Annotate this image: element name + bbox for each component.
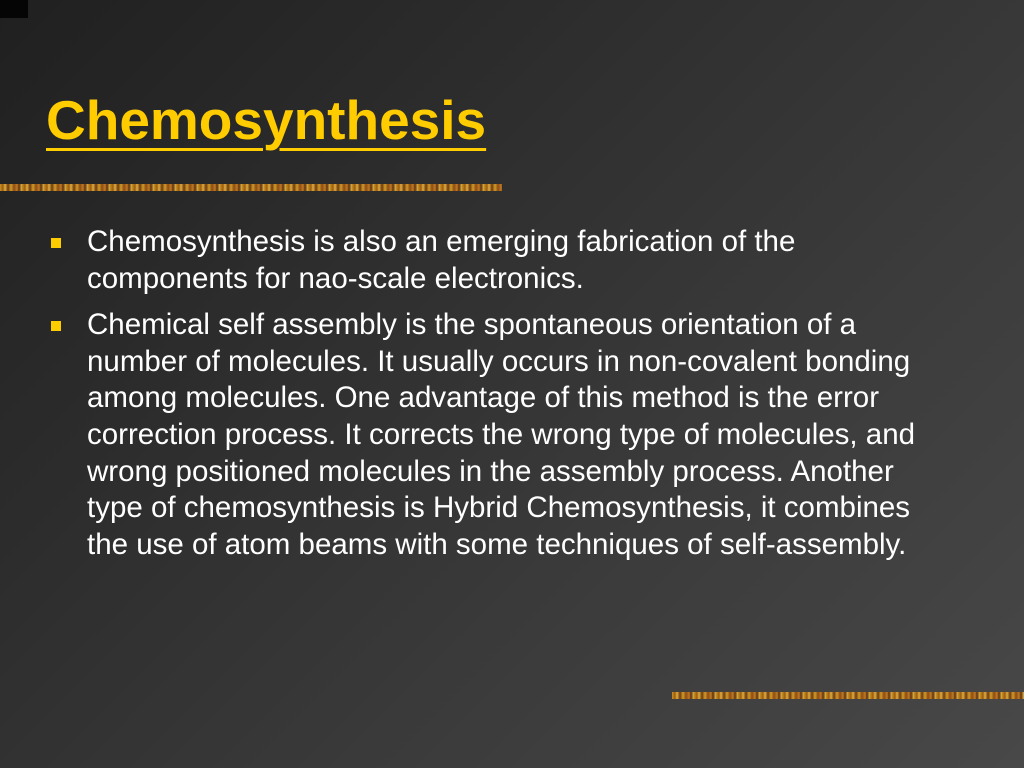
slide-title: Chemosynthesis — [46, 89, 487, 151]
bottom-accent-stripe — [672, 692, 1024, 699]
square-bullet-icon — [51, 321, 61, 331]
bullet-text-1: Chemosynthesis is also an emerging fabrication of the components for nao-scale electronics. — [87, 225, 796, 295]
corner-mark — [0, 0, 28, 18]
title-divider-stripe — [0, 184, 502, 191]
bullet-item-2 — [48, 307, 948, 563]
square-bullet-icon — [51, 238, 61, 248]
bullet-list — [48, 224, 948, 573]
bullet-item-1 — [48, 224, 948, 297]
bullet-text-2: Chemical self assembly is the spontaneous orientation of a number of molecules. It usually occurs in non-covalent bonding among molecules. One advantage of this method is the error correction process. It corrects the wrong type of molecules, and wrong positioned molecules in the assembly process. Another type of chemosynthesis is Hybrid Chemosynthesis, it combines the use of atom beams with some techniques of self-assembly. — [87, 308, 916, 561]
